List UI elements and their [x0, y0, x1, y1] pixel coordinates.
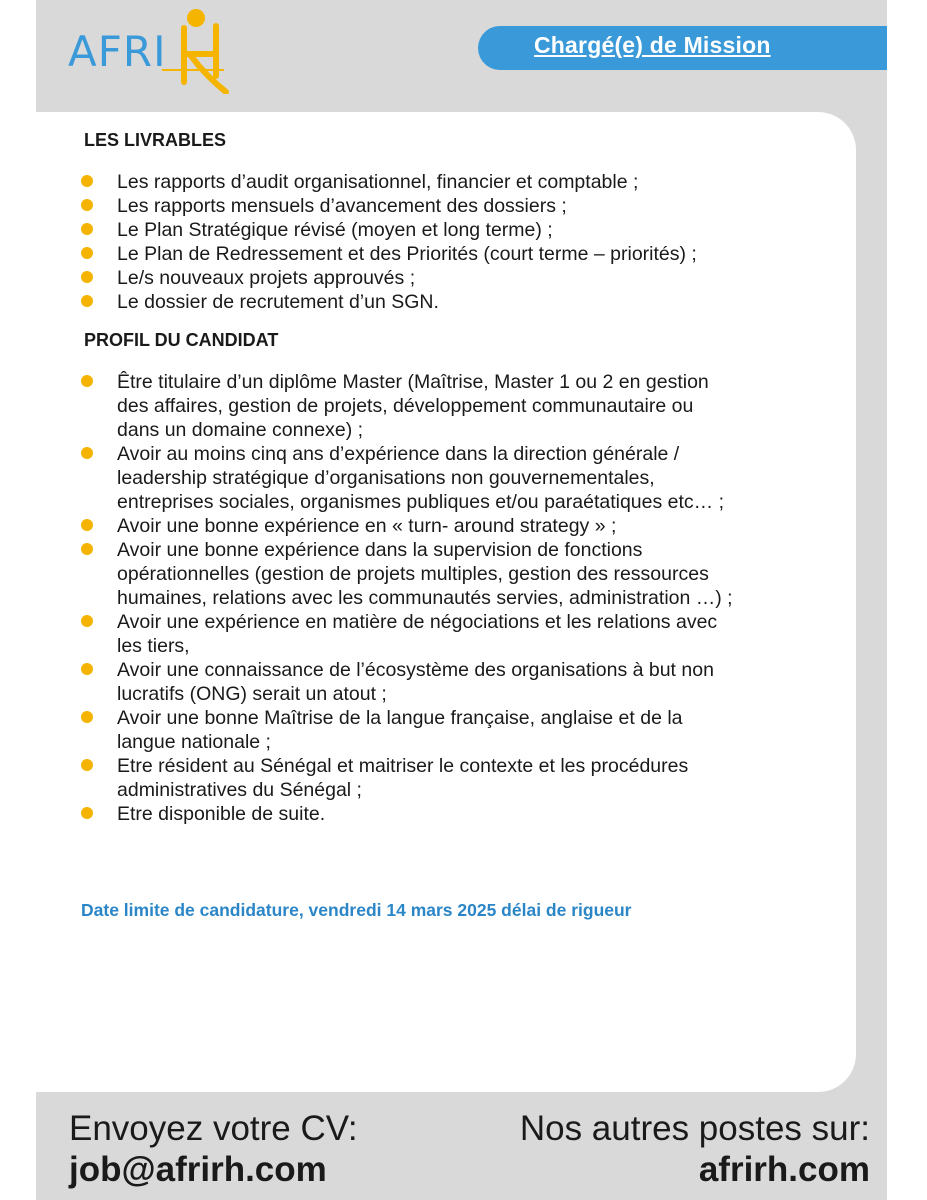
list-item	[81, 802, 851, 826]
bullet-icon	[81, 519, 93, 531]
list-item-text: Le/s nouveaux projets approuvés ;	[117, 267, 416, 289]
list-item	[81, 266, 851, 290]
bullet-icon	[81, 295, 93, 307]
list-item	[81, 514, 851, 538]
afrirh-logo-mark	[66, 4, 246, 94]
bullet-icon	[81, 711, 93, 723]
list-item-text: Etre résident au Sénégal et maitriser le contexte et les procédures administratives du Sénégal ;	[117, 755, 689, 801]
list-item	[81, 610, 851, 658]
list-item-text: Avoir au moins cinq ans d’expérience dans la direction générale / leadership stratégique d’organisations non gouvernementales, entreprises sociales, organismes publiques et/ou paraétatiques etc… ;	[117, 443, 725, 513]
afrirh-logo	[66, 4, 246, 94]
list-item	[81, 754, 851, 802]
list-item-text: Etre disponible de suite.	[117, 803, 326, 825]
list-item-text: Avoir une bonne expérience en « turn- around strategy » ;	[117, 515, 617, 537]
list-item	[81, 658, 851, 706]
list-item-text: Le dossier de recrutement d’un SGN.	[117, 291, 439, 313]
bullet-icon	[81, 271, 93, 283]
bullet-icon	[81, 375, 93, 387]
cv-label: Envoyez votre CV:	[69, 1109, 358, 1148]
bullet-icon	[81, 247, 93, 259]
bullet-icon	[81, 175, 93, 187]
list-item	[81, 242, 851, 266]
list-item	[81, 218, 851, 242]
bullet-icon	[81, 759, 93, 771]
list-item	[81, 370, 851, 442]
bullet-icon	[81, 447, 93, 459]
bullet-icon	[81, 807, 93, 819]
list-item-text: Avoir une bonne Maîtrise de la langue française, anglaise et de la langue nationale ;	[117, 707, 683, 753]
list-item-text: Être titulaire d’un diplôme Master (Maîtrise, Master 1 ou 2 en gestion des affaires, gestion de projets, développement communautaire ou dans un domaine connexe) ;	[117, 371, 709, 441]
svg-text:AFRI: AFRI	[68, 27, 167, 76]
list-item-text: Avoir une expérience en matière de négociations et les relations avec les tiers,	[117, 611, 718, 657]
footer-cv	[69, 1108, 358, 1190]
list-item-text: Les rapports d’audit organisationnel, financier et comptable ;	[117, 171, 639, 193]
profil-list	[81, 370, 851, 826]
bullet-icon	[81, 199, 93, 211]
job-poster	[36, 0, 887, 1200]
job-title-banner	[478, 26, 887, 70]
list-item	[81, 170, 851, 194]
livrables-list	[81, 170, 851, 314]
footer-posts	[520, 1108, 870, 1190]
livrables-heading: LES LIVRABLES	[84, 130, 227, 150]
application-deadline: Date limite de candidature, vendredi 14 mars 2025 délai de rigueur	[81, 900, 632, 920]
posts-label: Nos autres postes sur:	[519, 1109, 870, 1148]
list-item-text: Avoir une connaissance de l’écosystème des organisations à but non lucratifs (ONG) serait un atout ;	[117, 659, 714, 705]
list-item-text: Le Plan de Redressement et des Priorités (court terme – priorités) ;	[117, 243, 697, 265]
list-item	[81, 442, 851, 514]
list-item	[81, 194, 851, 218]
bullet-icon	[81, 543, 93, 555]
cv-email-link[interactable]: job@afrirh.com	[69, 1150, 327, 1189]
bullet-icon	[81, 615, 93, 627]
website-link[interactable]: afrirh.com	[698, 1150, 870, 1189]
list-item-text: Le Plan Stratégique révisé (moyen et long terme) ;	[117, 219, 553, 241]
bullet-icon	[81, 223, 93, 235]
profil-heading: PROFIL DU CANDIDAT	[84, 330, 279, 350]
bullet-icon	[81, 663, 93, 675]
list-item-text: Les rapports mensuels d’avancement des dossiers ;	[117, 195, 567, 217]
list-item-text: Avoir une bonne expérience dans la supervision de fonctions opérationnelles (gestion de projets multiples, gestion des ressources humaines, relations avec les communautés servies, administration …) ;	[117, 539, 733, 609]
list-item	[81, 706, 851, 754]
job-title: Chargé(e) de Mission	[534, 32, 771, 58]
list-item	[81, 290, 851, 314]
content-card	[36, 112, 856, 1092]
list-item	[81, 538, 851, 610]
